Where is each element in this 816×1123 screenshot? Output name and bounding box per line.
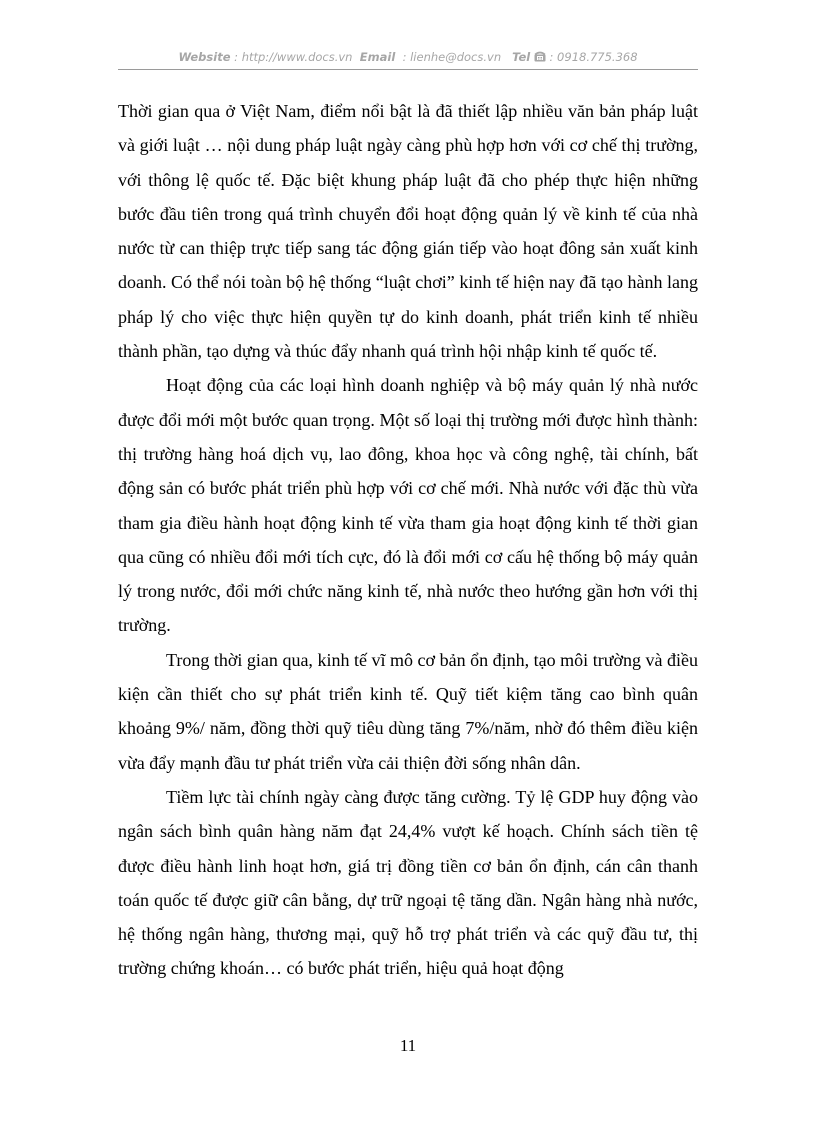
website-label: Website <box>178 50 231 64</box>
paragraph-3: Trong thời gian qua, kinh tế vĩ mô cơ bản ổn định, tạo môi trường và điều kiện cần thiết cho sự phát triển kinh tế. Quỹ tiết kiệm tăng cao bình quân khoảng 9%/ năm, đồng thời quỹ tiêu dùng tăng 7%/năm, nhờ đó thêm điều kiện vừa đẩy mạnh đầu tư phát triển vừa cải thiện đời sống nhân dân. <box>118 649 698 773</box>
email-value[interactable]: : lienhe@docs.vn <box>402 50 502 64</box>
header-divider <box>118 69 698 70</box>
paragraph-1: Thời gian qua ở Việt Nam, điểm nổi bật là đã thiết lập nhiều văn bản pháp luật và giới luật … nội dung pháp luật ngày càng phù hợp hơn với cơ chế thị trường, với thông lệ quốc tế. Đặc biệt khung pháp luật đã cho phép thực hiện những bước đầu tiên trong quá trình chuyển đổi hoạt động quản lý về kinh tế của nhà nước từ can thiệp trực tiếp sang tác động gián tiếp vào hoạt đông sản xuất kinh doanh. Có thể nói toàn bộ hệ thống “luật chơi” kinh tế hiện nay đã tạo hành lang pháp lý cho việc thực hiện quyền tự do kinh doanh, phát triển kinh tế nhiều thành phần, tạo dựng và thúc đẩy nhanh quá trình hội nhập kinh tế quốc tế. <box>118 101 698 362</box>
paragraph-4: Tiềm lực tài chính ngày càng được tăng cường. Tỷ lệ GDP huy động vào ngân sách bình quân hàng năm đạt 24,4% vượt kế hoạch. Chính sách tiền tệ được điều hành linh hoạt hơn, giá trị đồng tiền cơ bản ổn định, cán cân thanh toán quốc tế được giữ cân bằng, dự trữ ngoại tệ tăng dần. Ngân hàng nhà nước, hệ thống ngân hàng, thương mại, quỹ hỗ trợ phát triển và các quỹ đầu tư, thị trường chứng khoán… có bước phát triển, hiệu quả hoạt động <box>118 786 698 979</box>
website-value[interactable]: : http://www.docs.vn <box>234 50 353 64</box>
page-header <box>118 50 698 65</box>
email-label: Email <box>359 50 396 64</box>
phone-icon <box>534 51 546 65</box>
paragraph-2: Hoạt động của các loại hình doanh nghiệp và bộ máy quản lý nhà nước được đổi mới một bước quan trọng. Một số loại thị trường mới được hình thành: thị trường hàng hoá dịch vụ, lao đông, khoa học và công nghệ, tài chính, bất động sản có bước phát triển phù hợp với cơ chế mới. Nhà nước với đặc thù vừa tham gia điều hành hoạt động kinh tế vừa tham gia hoạt động kinh tế thời gian qua cũng có nhiều đổi mới tích cực, đó là đổi mới cơ cấu hệ thống bộ máy quản lý trong nước, đổi mới chức năng kinh tế, nhà nước theo hướng gần hơn với thị trường. <box>118 375 698 636</box>
document-body <box>118 94 698 986</box>
page-number: 11 <box>399 1036 417 1055</box>
tel-value: : 0918.775.368 <box>549 50 638 64</box>
tel-label: Tel <box>512 50 531 64</box>
